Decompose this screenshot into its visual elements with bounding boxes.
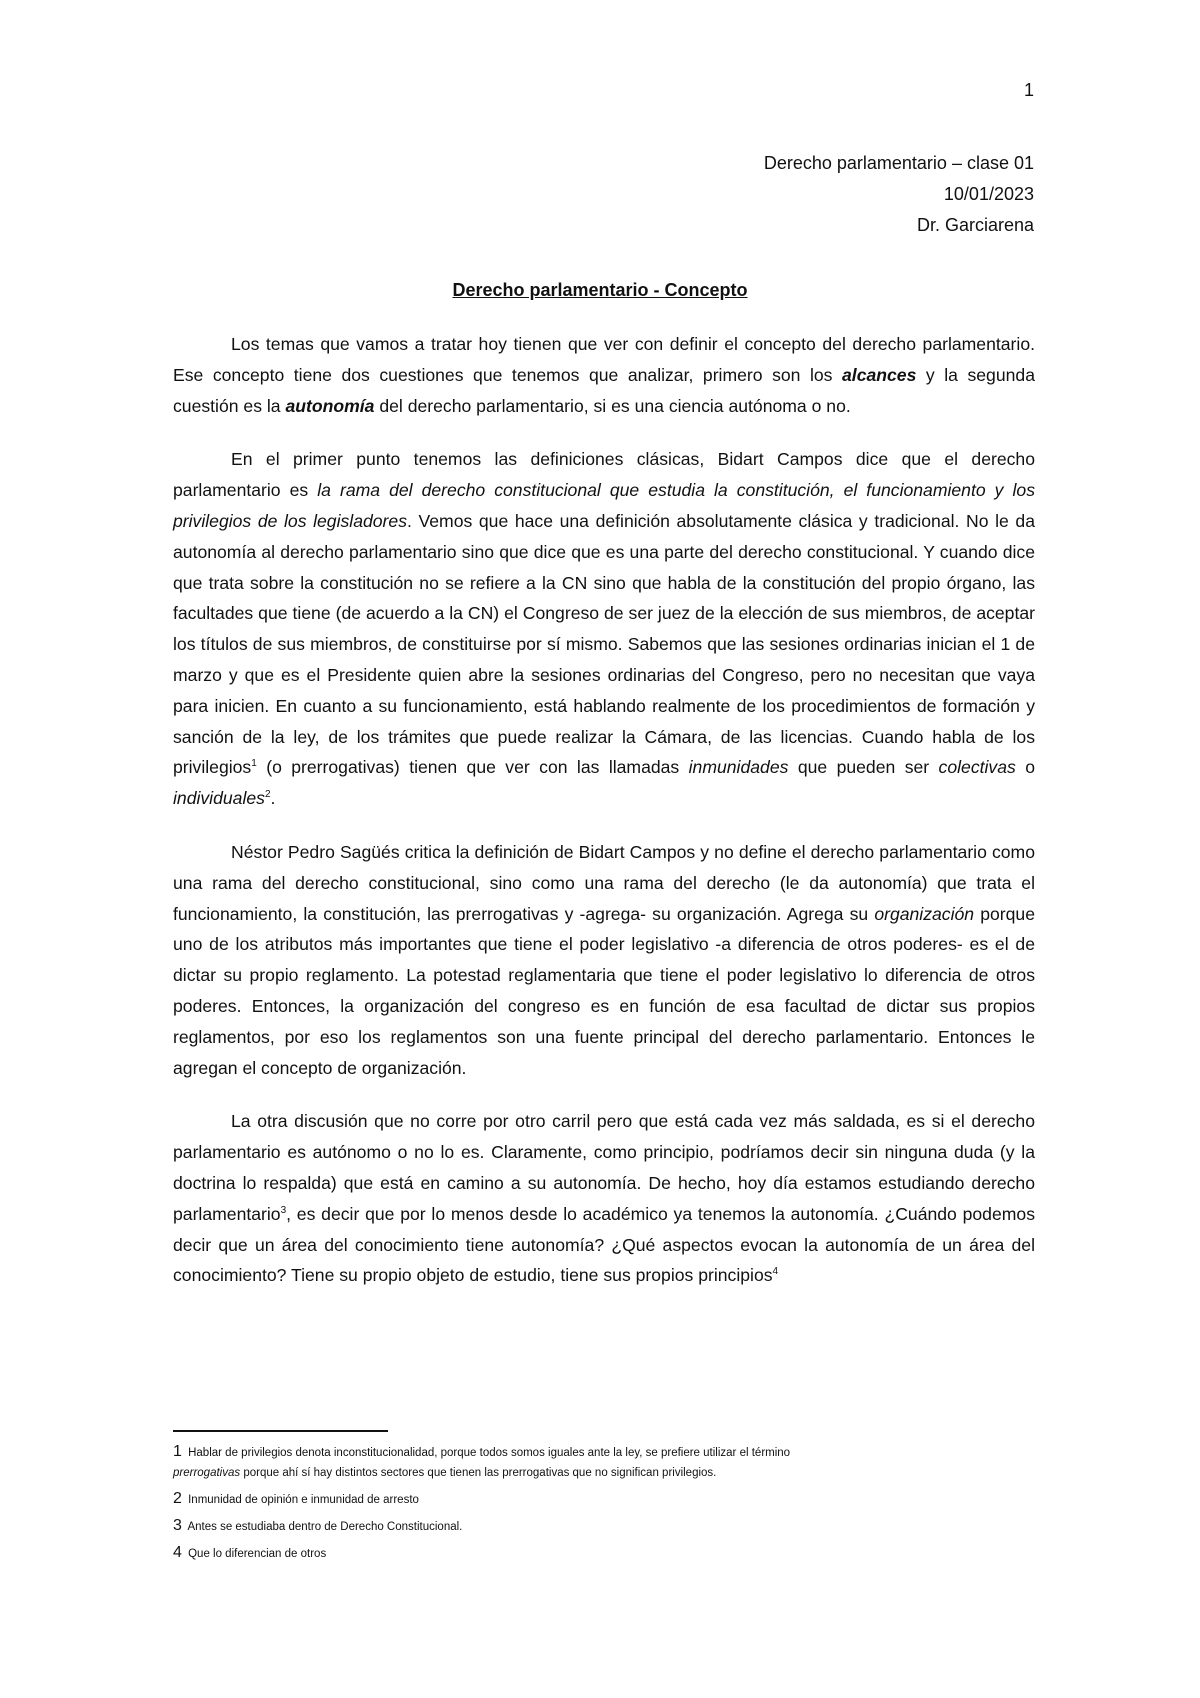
footnotes: [173, 1442, 1035, 1570]
paragraph-2: [173, 444, 1035, 814]
footnote-1: [173, 1442, 1035, 1483]
date-line: 10/01/2023: [943, 184, 1034, 204]
text-run: (o prerrogativas) tienen que ver con las llamadas: [256, 757, 689, 778]
footnote-text: Que lo diferencian de otros: [188, 1548, 327, 1560]
footnote-number: 1: [173, 1443, 182, 1460]
text-run: .: [270, 788, 276, 809]
footnote-italic: prerrogativas: [173, 1467, 241, 1479]
document-title: Derecho parlamentario - Concepto: [452, 280, 748, 300]
italic-inmunidades: inmunidades: [688, 757, 789, 778]
footnote-ref-3[interactable]: 3: [280, 1204, 287, 1216]
footnote-separator: [173, 1430, 388, 1432]
footnote-2: [173, 1489, 1035, 1510]
footnote-number: 2: [173, 1490, 182, 1507]
text-run: del derecho parlamentario, si es una ciencia autónoma o no.: [374, 395, 851, 416]
footnote-ref-1[interactable]: 1: [251, 758, 257, 770]
footnote-3: [173, 1516, 1035, 1537]
document-body: [173, 329, 1035, 1314]
footnote-number: 3: [173, 1517, 182, 1534]
italic-individuales: individuales: [173, 788, 265, 809]
footnote-ref-4[interactable]: 4: [772, 1266, 779, 1278]
text-run: y la segunda cuestión es la: [173, 364, 1035, 416]
text-run: , es decir que por lo menos desde lo académico ya tenemos la autonomía. ¿Cuándo podemos decir que un área del conocimiento tiene autonomía? ¿Qué aspectos evocan la autonomía de un área del conocimiento? Tiene su propio objeto de estudio, tiene sus propios principios: [173, 1203, 1035, 1286]
course-line: Derecho parlamentario – clase 01: [763, 153, 1034, 173]
italic-colectivas: colectivas: [938, 757, 1016, 778]
page-number: 1: [1023, 80, 1034, 100]
text-run: que pueden ser: [788, 757, 939, 778]
footnote-4: [173, 1543, 1035, 1564]
footnote-number: 4: [173, 1544, 182, 1561]
footnote-text: porque ahí sí hay distintos sectores que tienen las prerrogativas que no significan privilegios.: [240, 1467, 717, 1479]
text-run: Néstor Pedro Sagüés critica la definición de Bidart Campos y no define el derecho parlamentario como una rama del derecho constitucional, sino como una rama del derecho (le da autonomía) que trata el funcionamiento, la constitución, las prerrogativas y -agrega- su organización. Agrega su: [173, 841, 1035, 924]
text-run: En el primer punto tenemos las definiciones clásicas, Bidart Campos dice que el derecho parlamentario es: [173, 449, 1035, 501]
paragraph-1: [173, 329, 1035, 421]
emphasis-alcances: alcances: [842, 364, 917, 385]
paragraph-4: [173, 1106, 1035, 1291]
text-run: . Vemos que hace una definición absolutamente clásica y tradicional. No le da autonomía al derecho parlamentario sino que dice que es una parte del derecho constitucional. Y cuando dice que trata sobre la constitución no se refiere a la CN sino que habla de la constitución del propio órgano, las facultades que tiene (de acuerdo a la CN) el Congreso de ser juez de la elección de sus miembros, de aceptar los títulos de sus miembros, de constituirse por sí mismo. Sabemos que las sesiones ordinarias inician el 1 de marzo y que es el Presidente quien abre la sesiones ordinarias del Congreso, pero no necesitan que vaya para inicien. En cuanto a su funcionamiento, está hablando realmente de los procedimientos de formación y sanción de la ley, de los trámites que puede realizar la Cámara, de las licencias. Cuando habla de los privilegios: [173, 510, 1035, 778]
document-header: [764, 148, 1034, 241]
paragraph-3: [173, 837, 1035, 1083]
author-line: Dr. Garciarena: [916, 215, 1034, 235]
footnote-text: Hablar de privilegios denota inconstitucionalidad, porque todos somos iguales ante la ley, se prefiere utilizar el término: [188, 1447, 791, 1459]
footnote-text: Inmunidad de opinión e inmunidad de arresto: [188, 1494, 419, 1506]
footnote-text: Antes se estudiaba dentro de Derecho Constitucional.: [187, 1521, 463, 1533]
text-run: o: [1015, 757, 1035, 778]
text-run: Los temas que vamos a tratar hoy tienen que ver con definir el concepto del derecho parlamentario. Ese concepto tiene dos cuestiones que tenemos que analizar, primero son los: [173, 334, 1035, 385]
italic-organizacion: organización: [874, 903, 975, 924]
emphasis-autonomia: autonomía: [285, 395, 375, 416]
text-run: porque uno de los atributos más importantes que tiene el poder legislativo -a diferencia de otros poderes- es el de dictar su propio reglamento. La potestad reglamentaria que tiene el poder legislativo lo diferencia de otros poderes. Entonces, la organización del congreso es en función de esa facultad de dictar sus propios reglamentos, por eso los reglamentos son una fuente principal del derecho parlamentario. Entonces le agregan el concepto de organización.: [173, 903, 1036, 1078]
footnote-ref-2[interactable]: 2: [264, 789, 271, 801]
italic-definition: la rama del derecho constitucional que estudia la constitución, el funcionamiento y los privilegios de los legisladores: [173, 480, 1035, 531]
text-run: La otra discusión que no corre por otro carril pero que está cada vez más saldada, es si el derecho parlamentario es autónomo o no lo es. Claramente, como principio, podríamos decir sin ninguna duda (y la doctrina lo respalda) que está en camino a su autonomía. De hecho, hoy día estamos estudiando derecho parlamentario: [173, 1111, 1035, 1224]
